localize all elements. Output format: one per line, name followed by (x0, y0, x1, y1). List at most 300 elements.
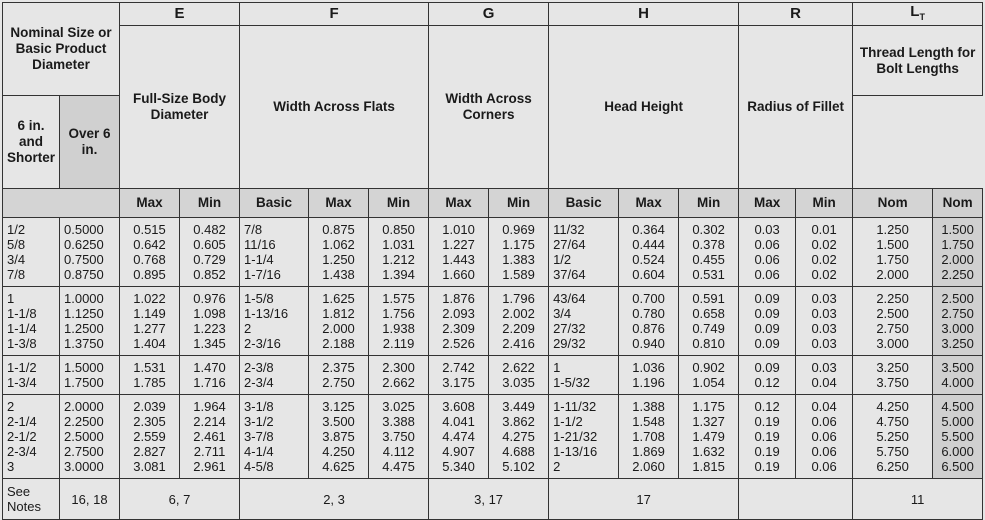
cell-dia (60, 218, 120, 287)
cell-value: 4.250 (322, 444, 355, 459)
cell-value: 43/64 (553, 291, 586, 306)
cell-r-max (739, 395, 796, 479)
cell-value: 1.548 (632, 414, 665, 429)
cell-value: 1 (7, 291, 15, 306)
table-body (3, 218, 983, 479)
table-row (3, 287, 983, 356)
cell-f-max (309, 395, 369, 479)
cell-dia (60, 356, 120, 395)
cell-value: 1.750 (941, 237, 974, 252)
sub-header-f-max: Max (309, 189, 369, 218)
cell-value: 1.625 (322, 291, 355, 306)
cell-value: 37/64 (553, 267, 586, 282)
cell-value: 3/4 (7, 252, 26, 267)
notes-g: 3, 17 (429, 479, 549, 520)
cell-value: 4.112 (382, 444, 415, 459)
cell-value: 0.8750 (64, 267, 104, 282)
cell-value: 0.524 (632, 252, 665, 267)
table-row (3, 395, 983, 479)
cell-value: 5.340 (442, 459, 475, 474)
cell-value: 1.716 (193, 375, 226, 390)
cell-value: 0.749 (692, 321, 725, 336)
cell-value: 1-7/16 (244, 267, 281, 282)
cell-value: 0.03 (811, 306, 837, 321)
cell-h-min (679, 395, 739, 479)
cell-value: 27/32 (553, 321, 586, 336)
col-lt-over6-header: Over 6 in. (60, 96, 120, 189)
cell-value: 5.750 (876, 444, 909, 459)
cell-value: 3.875 (322, 429, 355, 444)
cell-value: 0.04 (811, 399, 837, 414)
col-f-letter: F (240, 3, 429, 26)
cell-value: 3.750 (382, 429, 415, 444)
cell-value: 3.500 (322, 414, 355, 429)
cell-value: 4.500 (941, 399, 974, 414)
cell-value: 2 (7, 399, 15, 414)
cell-value: 5.250 (876, 429, 909, 444)
cell-value: 3.125 (322, 399, 355, 414)
notes-row (3, 479, 983, 520)
cell-value: 1.062 (322, 237, 355, 252)
cell-r-min (796, 287, 853, 356)
col-r-letter: R (739, 3, 853, 26)
cell-lt-over6 (933, 218, 983, 287)
cell-h-basic (549, 356, 619, 395)
cell-value: 1.175 (502, 237, 535, 252)
cell-value: 2.250 (941, 267, 974, 282)
cell-value: 4.000 (941, 375, 974, 390)
col-f-description: Width Across Flats (240, 26, 429, 189)
cell-value: 0.03 (811, 291, 837, 306)
cell-value: 2-3/4 (244, 375, 274, 390)
cell-g-max (429, 395, 489, 479)
cell-h-basic (549, 287, 619, 356)
cell-f-max (309, 356, 369, 395)
cell-value: 0.875 (322, 222, 355, 237)
cell-value: 0.7500 (64, 252, 104, 267)
cell-value: 1.031 (382, 237, 415, 252)
cell-value: 1.327 (692, 414, 725, 429)
cell-value: 4.275 (502, 429, 535, 444)
notes-e: 6, 7 (120, 479, 240, 520)
cell-value: 2-3/8 (244, 360, 274, 375)
cell-lt-6in (853, 356, 933, 395)
cell-value: 2.662 (382, 375, 415, 390)
cell-value: 11/16 (244, 237, 276, 252)
cell-value: 0.378 (692, 237, 725, 252)
cell-lt-6in (853, 395, 933, 479)
cell-value: 1.5000 (64, 360, 104, 375)
cell-value: 1.227 (442, 237, 475, 252)
cell-e-min (180, 287, 240, 356)
cell-value: 2.742 (442, 360, 475, 375)
cell-value: 0.19 (754, 444, 780, 459)
cell-value: 6.500 (941, 459, 974, 474)
cell-lt-over6 (933, 395, 983, 479)
cell-value: 0.729 (193, 252, 226, 267)
cell-h-min (679, 287, 739, 356)
cell-value: 6.250 (876, 459, 909, 474)
cell-value: 2-3/16 (244, 336, 281, 351)
cell-value: 1.1250 (64, 306, 104, 321)
nominal-sub-header (3, 189, 120, 218)
cell-value: 1-11/32 (553, 399, 597, 414)
cell-value: 3.449 (502, 399, 535, 414)
cell-value: 3-1/2 (244, 414, 274, 429)
cell-f-basic (240, 218, 309, 287)
cell-h-basic (549, 218, 619, 287)
cell-value: 0.09 (754, 360, 780, 375)
cell-value: 3.608 (442, 399, 475, 414)
cell-value: 0.302 (692, 222, 725, 237)
cell-value: 1-21/32 (553, 429, 598, 444)
cell-value: 0.06 (811, 459, 837, 474)
cell-value: 2.000 (876, 267, 909, 282)
col-e-description: Full-Size Body Diameter (120, 26, 240, 189)
nominal-size-header: Nominal Size or Basic Product Diameter (3, 3, 120, 96)
sub-header-r-min: Min (796, 189, 853, 218)
cell-value: 2.2500 (64, 414, 104, 429)
cell-value: 0.06 (811, 414, 837, 429)
cell-value: 0.810 (692, 336, 725, 351)
notes-h: 17 (549, 479, 739, 520)
cell-value: 3.388 (382, 414, 415, 429)
sub-header-e-min: Min (180, 189, 240, 218)
cell-value: 2.461 (193, 429, 226, 444)
cell-value: 1-3/8 (7, 336, 37, 351)
cell-value: 1.175 (692, 399, 725, 414)
cell-r-max (739, 356, 796, 395)
notes-r (739, 479, 853, 520)
cell-value: 0.969 (502, 222, 535, 237)
cell-h-max (619, 287, 679, 356)
cell-value: 3.250 (876, 360, 909, 375)
cell-value: 2.5000 (64, 429, 104, 444)
cell-g-min (489, 287, 549, 356)
cell-value: 1-1/2 (7, 360, 37, 375)
cell-value: 1.250 (322, 252, 355, 267)
col-r-description: Radius of Fillet (739, 26, 853, 189)
cell-value: 1.010 (442, 222, 475, 237)
cell-value: 0.12 (754, 399, 780, 414)
cell-value: 0.604 (632, 267, 665, 282)
cell-value: 0.19 (754, 459, 780, 474)
cell-value: 1.250 (876, 222, 909, 237)
cell-value: 1.149 (133, 306, 166, 321)
cell-e-max (120, 395, 180, 479)
cell-value: 2.711 (193, 444, 226, 459)
cell-value: 3.035 (502, 375, 535, 390)
cell-value: 1.212 (382, 252, 415, 267)
bolt-dimensions-table (2, 2, 983, 520)
cell-value: 0.444 (632, 237, 665, 252)
cell-value: 3.000 (941, 321, 974, 336)
col-lt-letter: $L_T$ (853, 3, 983, 26)
cell-value: 0.850 (382, 222, 415, 237)
cell-value: 3.000 (876, 336, 909, 351)
cell-value: 3/4 (553, 306, 572, 321)
cell-value: 3.862 (502, 414, 535, 429)
cell-value: 3-7/8 (244, 429, 274, 444)
cell-value: 1.098 (193, 306, 226, 321)
cell-g-max (429, 218, 489, 287)
cell-nom (3, 356, 60, 395)
cell-value: 6.000 (941, 444, 974, 459)
cell-value: 1.876 (442, 291, 475, 306)
table-row (3, 218, 983, 287)
cell-value: 1-3/4 (7, 375, 37, 390)
cell-h-max (619, 218, 679, 287)
cell-value: 1-1/4 (7, 321, 37, 336)
cell-f-max (309, 218, 369, 287)
cell-value: 2.309 (442, 321, 475, 336)
cell-value: 1.575 (382, 291, 415, 306)
cell-value: 7/8 (244, 222, 263, 237)
cell-value: 1.785 (133, 375, 166, 390)
cell-value: 5.500 (941, 429, 974, 444)
cell-f-basic (240, 287, 309, 356)
cell-value: 0.06 (811, 429, 837, 444)
cell-value: 7/8 (7, 267, 26, 282)
cell-f-min (369, 395, 429, 479)
cell-value: 3.0000 (64, 459, 104, 474)
cell-value: 1.632 (692, 444, 725, 459)
cell-value: 2.416 (502, 336, 535, 351)
cell-value: 0.895 (133, 267, 166, 282)
cell-value: 0.03 (811, 336, 837, 351)
cell-value: 5.000 (941, 414, 974, 429)
cell-value: 1-13/16 (553, 444, 598, 459)
cell-value: 1.756 (382, 306, 415, 321)
cell-value: 0.531 (692, 267, 725, 282)
cell-value: 0.940 (632, 336, 665, 351)
cell-value: 0.09 (754, 291, 780, 306)
cell-value: 0.482 (193, 222, 226, 237)
cell-value: 1.479 (692, 429, 725, 444)
cell-e-min (180, 395, 240, 479)
cell-value: 0.700 (632, 291, 665, 306)
cell-value: 1.815 (692, 459, 725, 474)
sub-header-g-min: Min (489, 189, 549, 218)
cell-lt-6in (853, 287, 933, 356)
cell-value: 4.625 (322, 459, 355, 474)
cell-value: 0.09 (754, 336, 780, 351)
cell-value: 2.300 (382, 360, 415, 375)
cell-value: 29/32 (553, 336, 586, 351)
cell-value: 2.750 (876, 321, 909, 336)
cell-value: 1.404 (133, 336, 166, 351)
cell-value: 1.660 (442, 267, 475, 282)
cell-value: 2.060 (632, 459, 665, 474)
cell-value: 1.938 (382, 321, 415, 336)
sub-header-h-basic: Basic (549, 189, 619, 218)
cell-value: 2.039 (133, 399, 166, 414)
cell-e-max (120, 287, 180, 356)
cell-value: 2.209 (502, 321, 535, 336)
cell-value: 2.0000 (64, 399, 104, 414)
cell-value: 0.03 (811, 321, 837, 336)
cell-value: 3-1/8 (244, 399, 274, 414)
cell-dia (60, 287, 120, 356)
cell-value: 1.223 (193, 321, 226, 336)
cell-f-min (369, 218, 429, 287)
cell-value: 1.470 (193, 360, 226, 375)
cell-value: 2.961 (193, 459, 226, 474)
cell-value: 1.500 (941, 222, 974, 237)
cell-value: 0.06 (754, 237, 780, 252)
col-g-letter: G (429, 3, 549, 26)
cell-value: 0.04 (811, 375, 837, 390)
cell-value: 1.500 (876, 237, 909, 252)
cell-value: 27/64 (553, 237, 586, 252)
cell-value: 2.250 (876, 291, 909, 306)
cell-value: 1.394 (382, 267, 415, 282)
cell-value: 0.09 (754, 321, 780, 336)
cell-r-min (796, 395, 853, 479)
cell-value: 0.01 (811, 222, 837, 237)
cell-value: 0.12 (754, 375, 780, 390)
cell-value: 2.750 (941, 306, 974, 321)
cell-value: 0.852 (193, 267, 226, 282)
cell-value: 1-1/8 (7, 306, 37, 321)
cell-value: 1.3750 (64, 336, 104, 351)
cell-nom (3, 218, 60, 287)
cell-value: 1.054 (692, 375, 725, 390)
cell-value: 4.750 (876, 414, 909, 429)
cell-value: 4-5/8 (244, 459, 274, 474)
cell-value: 0.03 (754, 222, 780, 237)
cell-f-min (369, 287, 429, 356)
cell-value: 3.250 (941, 336, 974, 351)
cell-nom (3, 395, 60, 479)
cell-value: 2.622 (502, 360, 535, 375)
cell-value: 4-1/4 (244, 444, 274, 459)
cell-value: 5.102 (502, 459, 535, 474)
cell-value: 0.768 (133, 252, 166, 267)
sub-header-r-max: Max (739, 189, 796, 218)
col-lt-6in-header: 6 in. and Shorter (3, 96, 60, 189)
cell-value: 2.827 (133, 444, 166, 459)
cell-value: 2.119 (382, 336, 415, 351)
cell-value: 1-1/2 (553, 414, 583, 429)
cell-value: 4.907 (442, 444, 475, 459)
sub-header-h-max: Max (619, 189, 679, 218)
cell-g-min (489, 356, 549, 395)
cell-value: 0.658 (692, 306, 725, 321)
table-row (3, 356, 983, 395)
cell-value: 0.780 (632, 306, 665, 321)
cell-h-basic (549, 395, 619, 479)
cell-value: 1.438 (322, 267, 355, 282)
sub-header-g-max: Max (429, 189, 489, 218)
cell-value: 4.688 (502, 444, 535, 459)
cell-f-basic (240, 356, 309, 395)
sub-header-e-max: Max (120, 189, 180, 218)
sub-header-lt-over6: Nom (933, 189, 983, 218)
cell-value: 1.0000 (64, 291, 104, 306)
cell-value: 3.025 (382, 399, 415, 414)
cell-value: 0.09 (754, 306, 780, 321)
cell-h-max (619, 395, 679, 479)
cell-e-min (180, 218, 240, 287)
cell-value: 0.902 (692, 360, 725, 375)
notes-f: 2, 3 (240, 479, 429, 520)
cell-value: 1.869 (632, 444, 665, 459)
cell-value: 0.455 (692, 252, 725, 267)
notes-nominal: 16, 18 (60, 479, 120, 520)
cell-value: 0.364 (632, 222, 665, 237)
cell-value: 2.188 (322, 336, 355, 351)
cell-value: 0.515 (133, 222, 166, 237)
cell-value: 5/8 (7, 237, 26, 252)
cell-value: 1/2 (553, 252, 572, 267)
cell-value: 0.02 (811, 252, 837, 267)
cell-value: 3.175 (442, 375, 475, 390)
cell-value: 1/2 (7, 222, 26, 237)
cell-value: 2.500 (941, 291, 974, 306)
cell-nom (3, 287, 60, 356)
cell-value: 2 (553, 459, 561, 474)
cell-value: 1.2500 (64, 321, 104, 336)
col-h-description: Head Height (549, 26, 739, 189)
cell-e-max (120, 218, 180, 287)
cell-value: 2.7500 (64, 444, 104, 459)
cell-value: 1.750 (876, 252, 909, 267)
cell-value: 3 (7, 459, 15, 474)
notes-lt: 11 (853, 479, 983, 520)
cell-value: 1.277 (133, 321, 166, 336)
cell-value: 1.388 (632, 399, 665, 414)
cell-value: 1.196 (632, 375, 665, 390)
sub-header-lt-6in: Nom (853, 189, 933, 218)
cell-value: 2.500 (876, 306, 909, 321)
col-e-letter: E (120, 3, 240, 26)
cell-value: 0.591 (692, 291, 725, 306)
cell-value: 0.876 (632, 321, 665, 336)
cell-value: 2.375 (322, 360, 355, 375)
sub-header-f-min: Min (369, 189, 429, 218)
cell-value: 2.750 (322, 375, 355, 390)
sub-header-f-basic: Basic (240, 189, 309, 218)
cell-value: 3.081 (133, 459, 166, 474)
cell-g-min (489, 218, 549, 287)
cell-g-max (429, 356, 489, 395)
cell-value: 1.036 (632, 360, 665, 375)
cell-value: 0.605 (193, 237, 226, 252)
cell-value: 4.250 (876, 399, 909, 414)
cell-value: 2.305 (133, 414, 166, 429)
cell-value: 0.06 (754, 267, 780, 282)
cell-value: 0.02 (811, 267, 837, 282)
cell-value: 3.750 (876, 375, 909, 390)
cell-value: 1.022 (133, 291, 166, 306)
cell-value: 1 (553, 360, 561, 375)
cell-value: 1-5/32 (553, 375, 590, 390)
col-lt-description: Thread Length for Bolt Lengths (853, 26, 983, 96)
cell-value: 0.19 (754, 414, 780, 429)
cell-value: 4.474 (442, 429, 475, 444)
cell-e-min (180, 356, 240, 395)
cell-lt-over6 (933, 356, 983, 395)
cell-h-min (679, 218, 739, 287)
cell-f-min (369, 356, 429, 395)
cell-value: 1.708 (632, 429, 665, 444)
cell-lt-6in (853, 218, 933, 287)
cell-value: 3.500 (941, 360, 974, 375)
cell-e-max (120, 356, 180, 395)
cell-value: 0.976 (193, 291, 226, 306)
cell-f-basic (240, 395, 309, 479)
